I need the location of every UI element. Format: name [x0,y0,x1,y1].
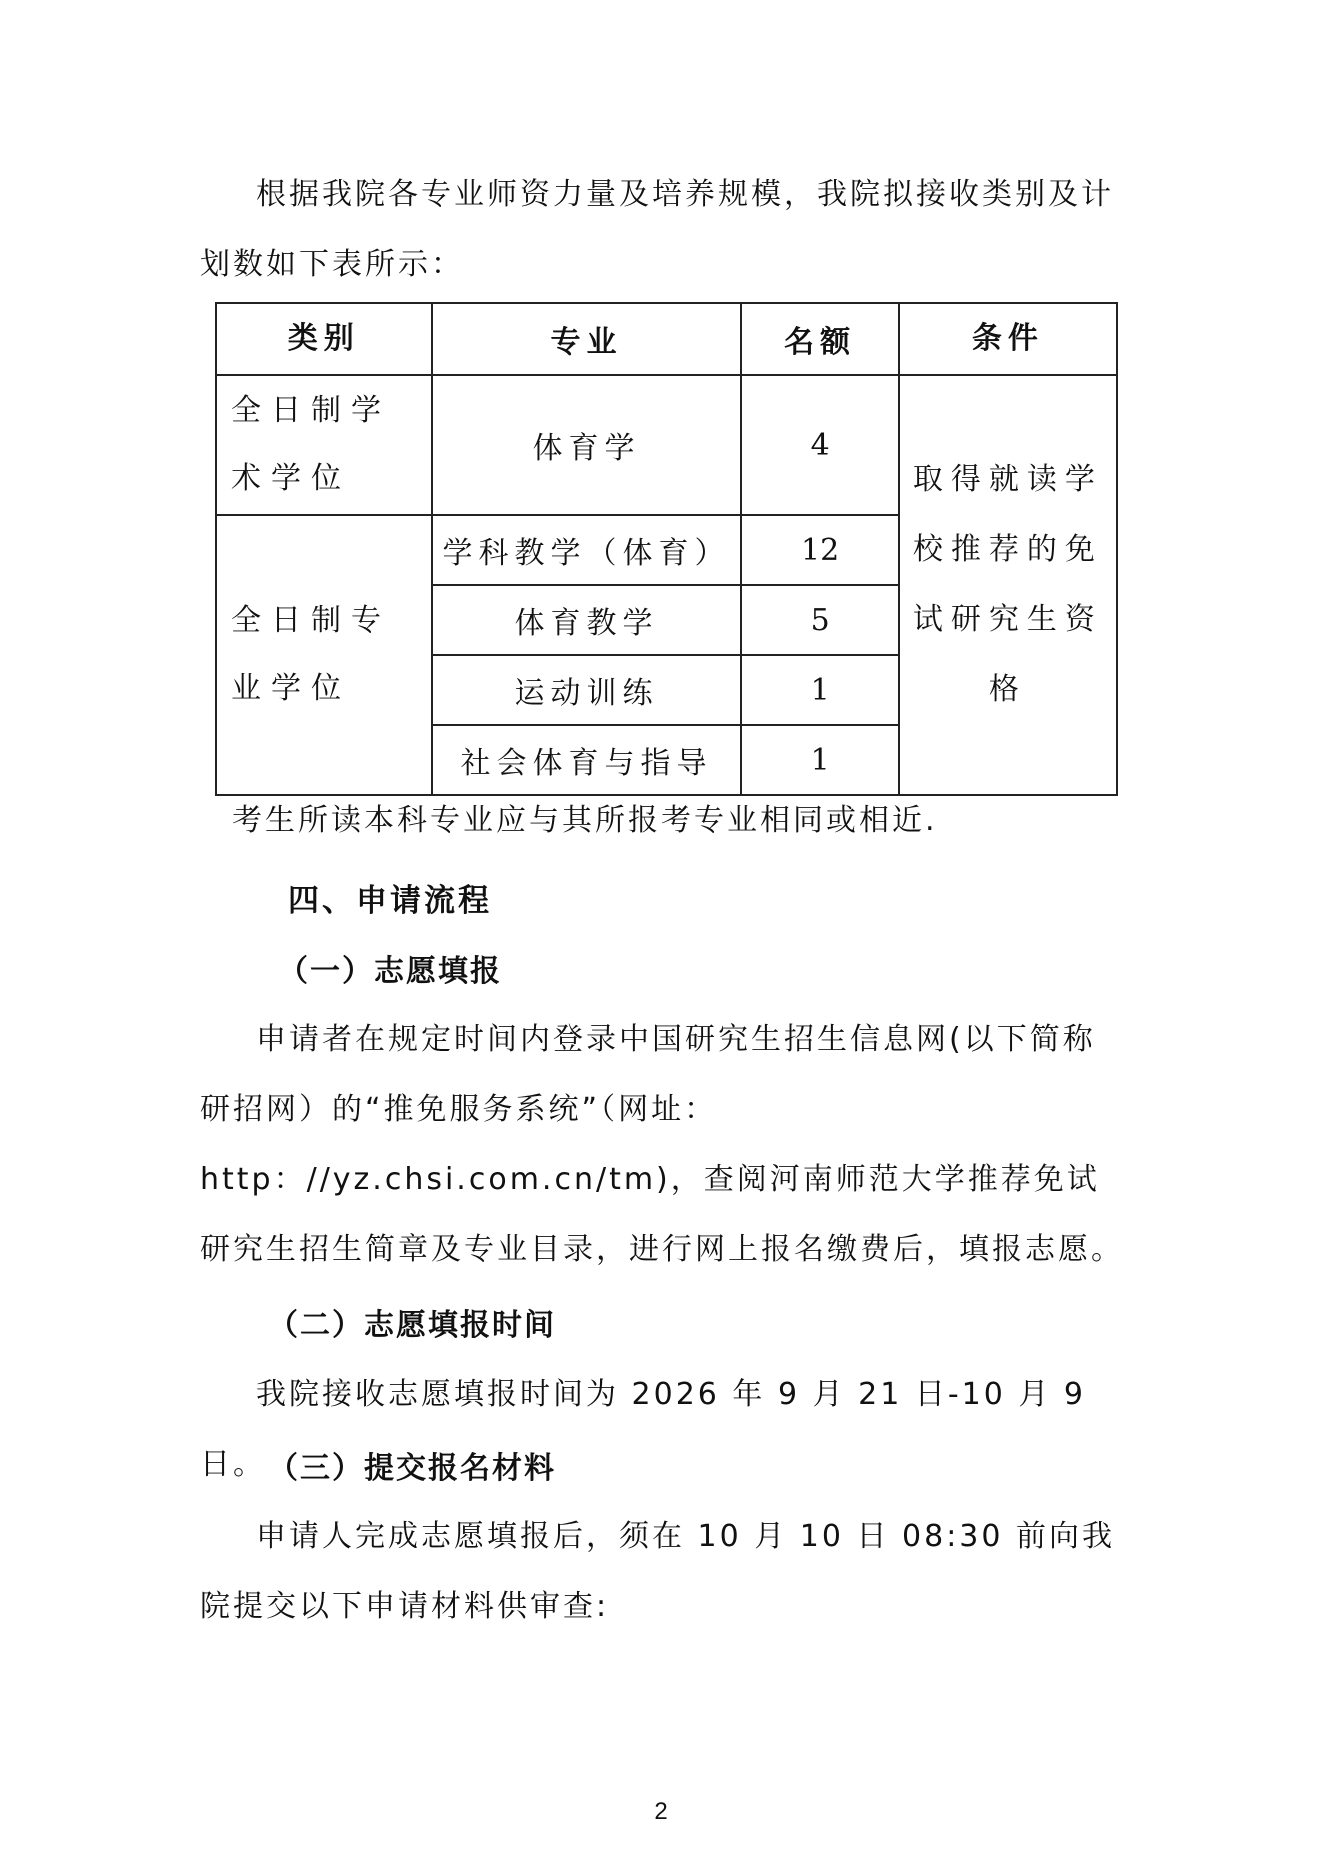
subsection-title-3: （三）提交报名材料 [268,1451,556,1486]
subsection-title-2: （二）志愿填报时间 [268,1308,556,1343]
category-academic: 全日制学术学位 [216,375,432,515]
quota-table [215,302,1118,796]
table-row [216,375,1117,515]
header-quota: 名额 [741,303,898,375]
condition-cell: 取得就读学校推荐的免试研究生资格 [899,375,1117,795]
major-cell: 体育学 [432,375,742,515]
header-category: 类别 [216,303,432,375]
intro-paragraph: 根据我院各专业师资力量及培养规模，我院拟接收类别及计划数如下表所示： [200,177,1114,282]
major-cell: 运动训练 [432,655,742,725]
major-cell: 社会体育与指导 [432,725,742,795]
quota-cell: 4 [741,375,898,515]
page-number: 2 [654,1798,668,1825]
table-note: 考生所读本科专业应与其所报考专业相同或相近. [232,803,938,838]
quota-cell: 5 [741,585,898,655]
major-cell: 体育教学 [432,585,742,655]
subsection-text-1: 申请者在规定时间内登录中国研究生招生信息网(以下简称研招网）的“推免服务系统”（网址：http：//yz.chsi.com.cn/tm)，查阅河南师范大学推荐免试研究生招生简章及专业目录，进行网上报名缴费后，填报志愿。 [200,1022,1124,1267]
subsection-text-2: 我院接收志愿填报时间为 2026 年 9 月 21 日-10 月 9 日。 [200,1377,1086,1482]
quota-cell: 1 [741,655,898,725]
quota-cell: 1 [741,725,898,795]
category-professional: 全日制专业学位 [216,515,432,795]
subsection-text-3: 申请人完成志愿填报后，须在 10 月 10 日 08:30 前向我院提交以下申请材料供审查: [200,1519,1116,1624]
quota-cell: 12 [741,515,898,585]
major-cell: 学科教学（体育） [432,515,742,585]
table-header-row [216,303,1117,375]
header-major: 专业 [432,303,742,375]
header-condition: 条件 [899,303,1117,375]
subsection-title-1: （一）志愿填报 [278,954,502,989]
section-heading: 四、申请流程 [288,883,492,919]
